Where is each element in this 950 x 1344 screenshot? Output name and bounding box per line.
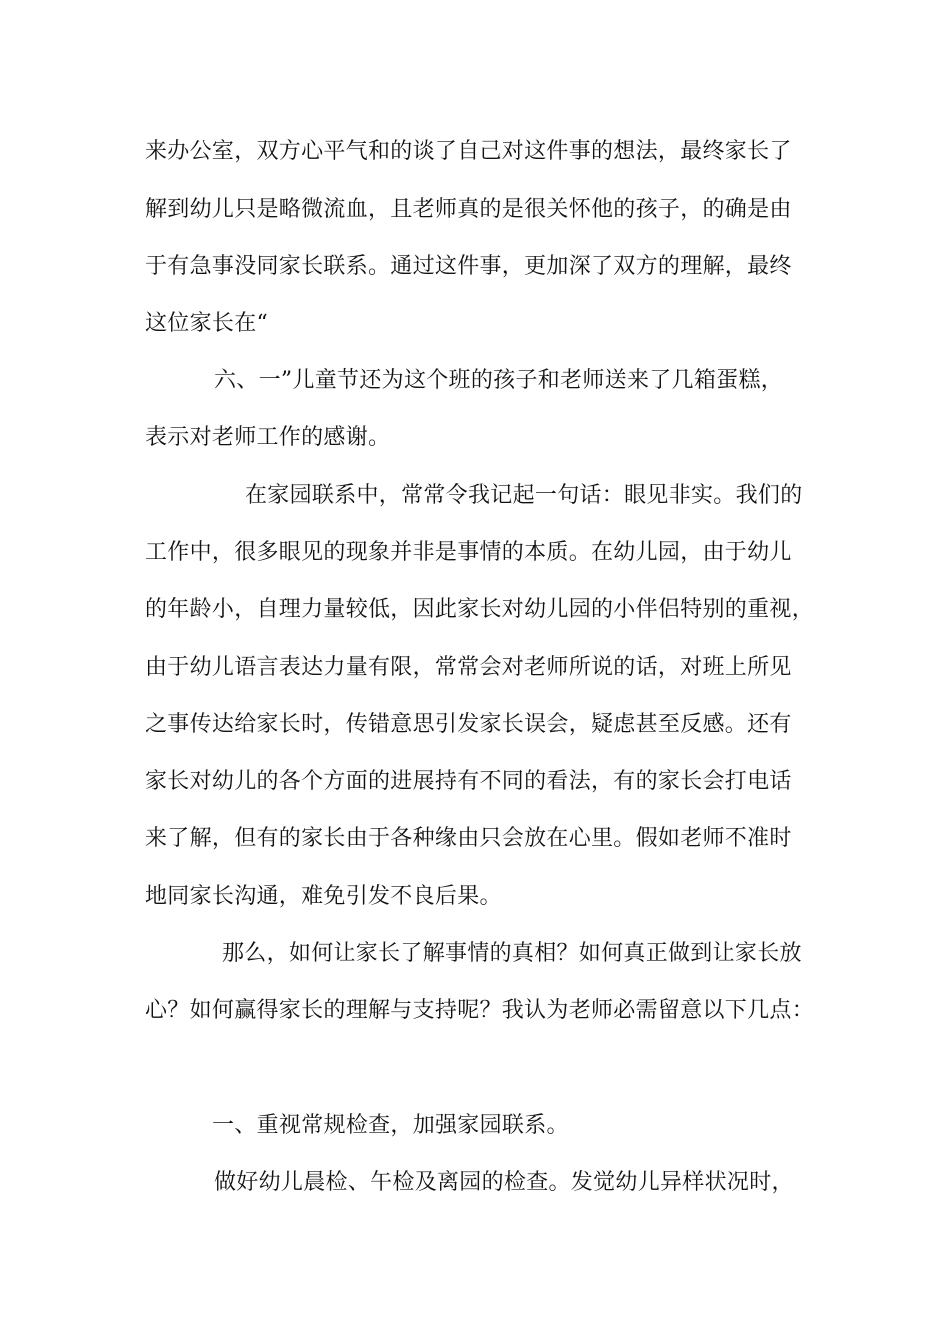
text-line: 于有急事没同家长联系。通过这件事，更加深了双方的理解，最终 bbox=[145, 254, 792, 279]
text-line: 来了解，但有的家长由于各种缘由只会放在心里。假如老师不准时 bbox=[145, 826, 792, 851]
text-line: 之事传达给家长时，传错意思引发家长误会，疑虑甚至反感。还有 bbox=[145, 712, 792, 737]
text-line: 的年龄小，自理力量较低，因此家长对幼儿园的小伴侣特别的重视， bbox=[145, 597, 815, 622]
text-line: 表示对老师工作的感谢。 bbox=[145, 425, 391, 450]
text-line: 心？如何赢得家长的理解与支持呢？我认为老师必需留意以下几点： bbox=[145, 998, 815, 1023]
text-line: 在家园联系中，常常令我记起一句话：眼见非实。我们的 bbox=[245, 483, 803, 508]
text-line: 这位家长在“ bbox=[145, 311, 269, 336]
text-line: 家长对幼儿的各个方面的进展持有不同的看法，有的家长会打电话 bbox=[145, 769, 792, 794]
section-heading: 一、重视常规检查，加强家园联系。 bbox=[212, 1113, 569, 1138]
text-line: 地同家长沟通，难免引发不良后果。 bbox=[145, 884, 502, 909]
text-line: 工作中，很多眼见的现象并非是事情的本质。在幼儿园，由于幼儿 bbox=[145, 540, 792, 565]
text-line: 来办公室，双方心平气和的谈了自己对这件事的想法，最终家长了 bbox=[145, 139, 792, 164]
text-line: 解到幼儿只是略微流血，且老师真的是很关怀他的孩子，的确是由 bbox=[145, 197, 792, 222]
text-line: 做好幼儿晨检、午检及离园的检查。发觉幼儿异样状况时， bbox=[214, 1170, 794, 1195]
text-line: 六、一”儿童节还为这个班的孩子和老师送来了几箱蛋糕， bbox=[214, 368, 784, 393]
text-line: 那么，如何让家长了解事情的真相？如何真正做到让家长放 bbox=[222, 941, 802, 966]
text-line: 由于幼儿语言表达力量有限，常常会对老师所说的话，对班上所见 bbox=[145, 655, 792, 680]
